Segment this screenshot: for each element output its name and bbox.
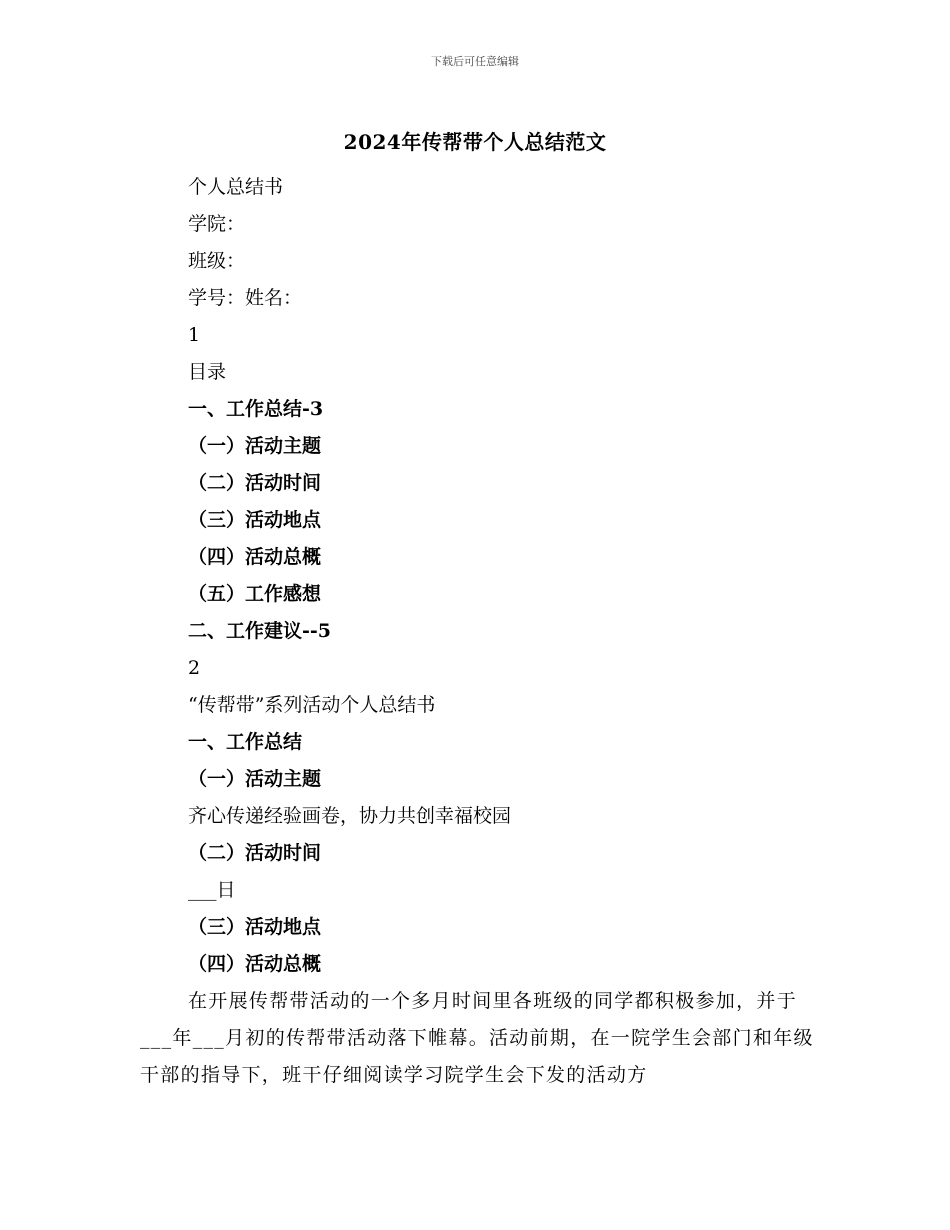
toc-entry: （二）活动时间: [188, 472, 322, 494]
body-paragraph: 在开展传帮带活动的一个多月时间里各班级的同学都积极参加，并于___年___月初的传帮带活动落下帷幕。活动前期，在一院学生会部门和年级干部的指导下，班干仔细阅读学习院学生会下发的活动方: [140, 990, 814, 1086]
body-text: 齐心传递经验画卷，协力共创幸福校园: [188, 805, 512, 827]
subsection-heading: （一）活动主题: [188, 768, 322, 790]
doc-line: 班级：: [188, 250, 246, 272]
doc-line: 个人总结书: [188, 176, 284, 198]
toc-entry: （五）工作感想: [188, 583, 322, 605]
section-title: “传帮带”系列活动个人总结书: [188, 694, 436, 716]
subsection-heading: （三）活动地点: [188, 916, 322, 938]
page-number: 2: [188, 657, 201, 679]
toc-heading: 目录: [188, 361, 227, 383]
header-note: 下载后可任意编辑: [431, 55, 519, 68]
page-number: 1: [188, 324, 201, 346]
body-text: ___日: [188, 879, 236, 901]
subsection-heading: （二）活动时间: [188, 842, 322, 864]
toc-entry: （一）活动主题: [188, 435, 322, 457]
toc-entry: （三）活动地点: [188, 509, 322, 531]
toc-entry: 一、工作总结-3: [188, 398, 324, 420]
document-title: 2024年传帮带个人总结范文: [343, 130, 607, 154]
doc-line: 学院：: [188, 213, 246, 235]
section-heading: 一、工作总结: [188, 731, 303, 753]
subsection-heading: （四）活动总概: [188, 953, 322, 975]
toc-entry: 二、工作建议--5: [188, 620, 331, 642]
doc-line: 学号：姓名：: [188, 287, 303, 309]
toc-entry: （四）活动总概: [188, 546, 322, 568]
